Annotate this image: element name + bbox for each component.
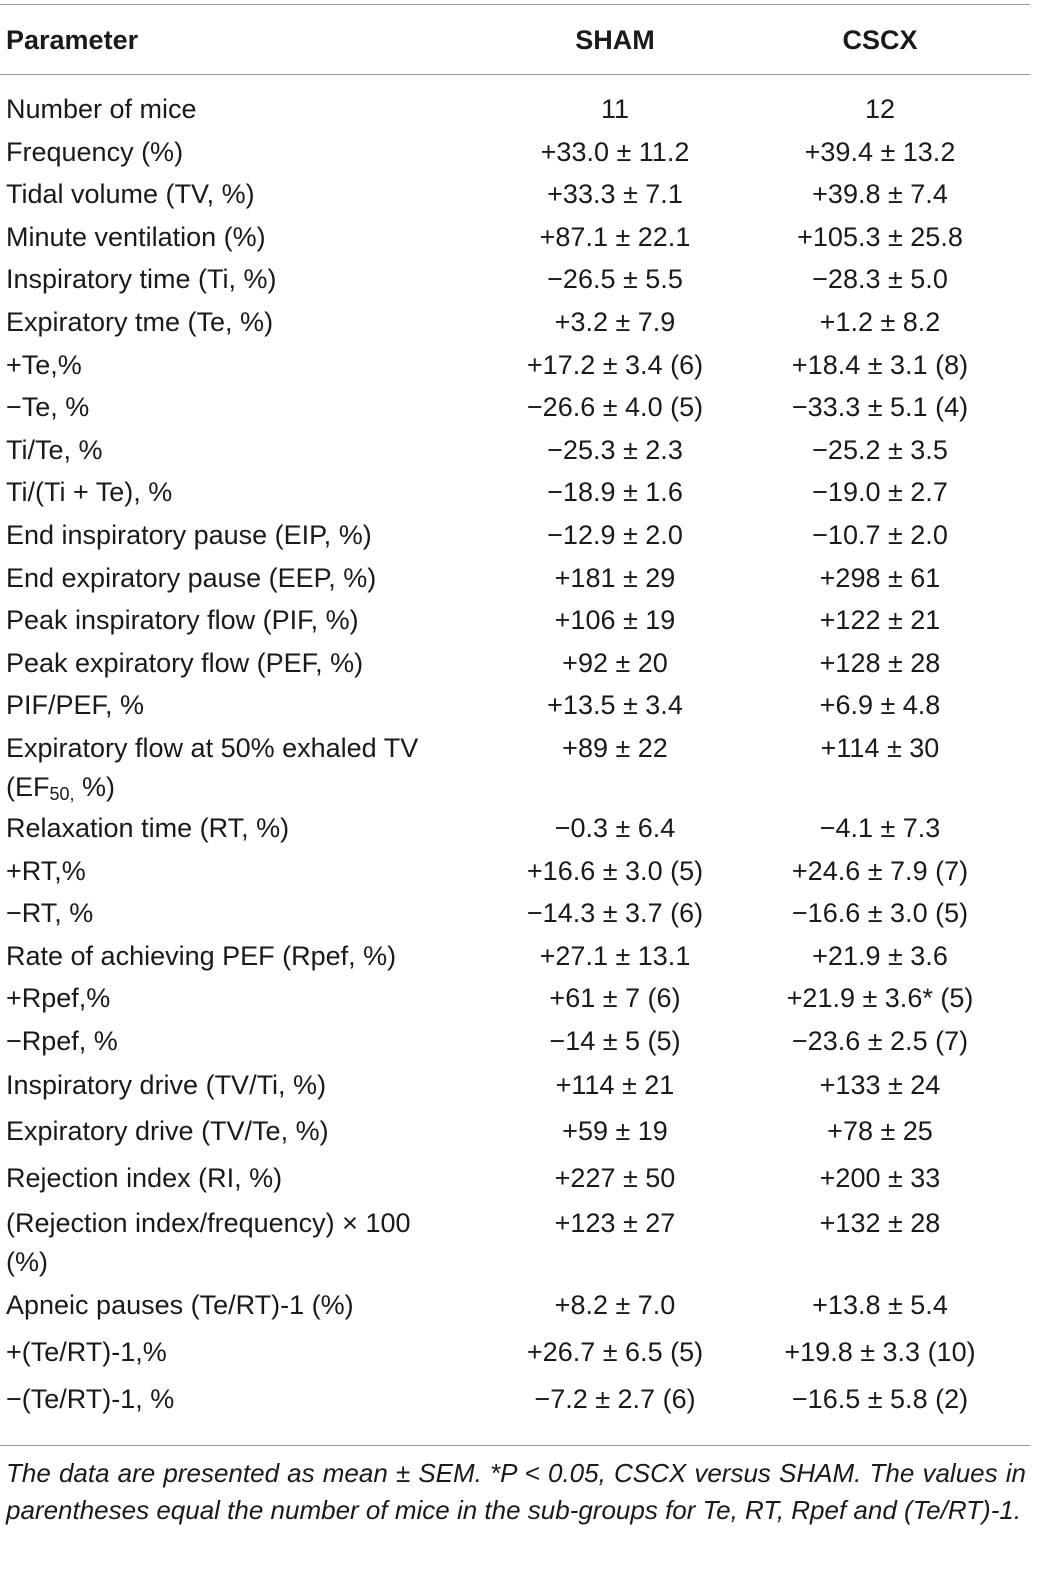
table-row	[0, 88, 1030, 131]
column-header-sham: SHAM	[575, 25, 655, 55]
parameter-cell: +Rpef,%	[6, 983, 111, 1014]
table-row	[0, 1062, 1030, 1108]
table-row	[0, 935, 1030, 978]
parameter-cell	[0, 1202, 460, 1282]
cscx-cell: 12	[864, 94, 896, 124]
cscx-cell: −28.3 ± 5.0	[812, 264, 948, 295]
table-row	[0, 727, 1030, 807]
cscx-cell: +1.2 ± 8.2	[819, 306, 941, 337]
cscx-cell: +128 ± 28	[819, 647, 941, 678]
parameter-cell: +(Te/RT)-1,%	[6, 1337, 167, 1368]
cscx-cell: +39.8 ± 7.4	[812, 179, 948, 210]
parameter-cell: Expiratory drive (TV/Te, %)	[6, 1116, 329, 1147]
sham-cell: +89 ± 22	[562, 732, 668, 763]
sham-cell: +13.5 ± 3.4	[547, 690, 683, 721]
cscx-cell: −19.0 ± 2.7	[812, 477, 948, 508]
parameter-cell: End expiratory pause (EEP, %)	[6, 562, 377, 593]
table-row	[0, 642, 1030, 685]
parameter-line: Expiratory flow at 50% exhaled TV	[6, 732, 419, 763]
cscx-cell: −16.6 ± 3.0 (5)	[791, 898, 969, 929]
table-bottom-rule	[0, 1445, 1030, 1446]
parameter-cell: −Te, %	[6, 392, 90, 423]
sham-cell: +33.3 ± 7.1	[547, 179, 683, 210]
parameter-cell: PIF/PEF, %	[6, 690, 145, 721]
table-row	[0, 850, 1030, 893]
table-row	[0, 1108, 1030, 1155]
sham-cell: −7.2 ± 2.7 (6)	[534, 1384, 696, 1415]
cscx-cell: −33.3 ± 5.1 (4)	[791, 392, 969, 423]
parameter-cell: Relaxation time (RT, %)	[6, 812, 290, 843]
table-row	[0, 1202, 1030, 1282]
sham-cell: +27.1 ± 13.1	[539, 940, 691, 971]
parameter-text: (EF	[6, 771, 50, 802]
parameter-cell: Inspiratory drive (TV/Ti, %)	[6, 1070, 327, 1101]
parameter-cell: Ti/Te, %	[6, 434, 103, 465]
parameter-cell: Expiratory tme (Te, %)	[6, 306, 274, 337]
table-row	[0, 1155, 1030, 1202]
parameter-cell: +Te,%	[6, 349, 82, 380]
cscx-cell: +78 ± 25	[827, 1116, 933, 1147]
sham-cell: +16.6 ± 3.0 (5)	[526, 855, 704, 886]
table-row	[0, 386, 1030, 429]
parameter-cell: Inspiratory time (Ti, %)	[6, 264, 277, 295]
parameter-cell: Minute ventilation (%)	[6, 221, 266, 252]
parameter-cell: −Rpef, %	[6, 1025, 118, 1056]
sham-cell: +123 ± 27	[554, 1208, 676, 1239]
parameter-cell: Ti/(Ti + Te), %	[6, 477, 173, 508]
parameter-cell: +RT,%	[6, 855, 86, 886]
table-row	[0, 471, 1030, 514]
table-row	[0, 1329, 1030, 1376]
sham-cell: +59 ± 19	[562, 1116, 668, 1147]
table-row	[0, 429, 1030, 472]
cscx-cell: +114 ± 30	[820, 732, 940, 763]
parameter-line: (Rejection index/frequency) × 100	[6, 1208, 411, 1239]
sham-cell: +114 ± 21	[555, 1070, 675, 1101]
cscx-cell: +122 ± 21	[819, 605, 941, 636]
table-row	[0, 131, 1030, 174]
parameter-cell: Number of mice	[6, 94, 197, 124]
sham-cell: −26.6 ± 4.0 (5)	[526, 392, 704, 423]
cscx-cell: +105.3 ± 25.8	[797, 221, 963, 252]
table-row	[0, 1020, 1030, 1063]
table-body	[0, 88, 1030, 1423]
sham-cell: +61 ± 7 (6)	[549, 983, 681, 1014]
sham-cell: −14.3 ± 3.7 (6)	[526, 898, 704, 929]
cscx-cell: +18.4 ± 3.1 (8)	[791, 349, 969, 380]
column-header-cscx: CSCX	[842, 25, 918, 55]
sham-cell: +33.0 ± 11.2	[540, 136, 690, 167]
table-row	[0, 892, 1030, 935]
table-row	[0, 807, 1030, 850]
sham-cell: +92 ± 20	[562, 647, 668, 678]
cscx-cell: +21.9 ± 3.6* (5)	[786, 983, 974, 1014]
table-header-rule	[0, 74, 1030, 75]
cscx-cell: −16.5 ± 5.8 (2)	[791, 1384, 969, 1415]
parameter-cell: −(Te/RT)-1, %	[6, 1384, 175, 1415]
parameter-line: (%)	[6, 1247, 48, 1278]
parameter-cell	[0, 727, 460, 807]
parameter-text: %)	[74, 771, 116, 802]
parameter-cell: Rejection index (RI, %)	[6, 1163, 283, 1194]
cscx-cell: +298 ± 61	[819, 562, 941, 593]
cscx-cell: +39.4 ± 13.2	[804, 136, 956, 167]
sham-cell: +227 ± 50	[554, 1163, 676, 1194]
column-header-parameter: Parameter	[6, 25, 139, 55]
sham-cell: −18.9 ± 1.6	[547, 477, 683, 508]
table-row	[0, 216, 1030, 259]
cscx-cell: +21.9 ± 3.6	[812, 940, 948, 971]
sham-cell: 11	[600, 94, 630, 124]
table-row	[0, 344, 1030, 387]
cscx-cell: +6.9 ± 4.8	[819, 690, 941, 721]
parameter-line	[6, 768, 460, 807]
cscx-cell: +200 ± 33	[819, 1163, 941, 1194]
sham-cell: −14 ± 5 (5)	[549, 1025, 681, 1056]
cscx-cell: −10.7 ± 2.0	[812, 519, 948, 550]
cscx-cell: +13.8 ± 5.4	[812, 1290, 948, 1321]
table-row	[0, 258, 1030, 301]
table-row	[0, 1282, 1030, 1329]
table-top-rule	[0, 4, 1030, 5]
table-row	[0, 557, 1030, 600]
table-row	[0, 173, 1030, 216]
cscx-cell: +132 ± 28	[819, 1208, 941, 1239]
sham-cell: +3.2 ± 7.9	[554, 306, 676, 337]
cscx-cell: −4.1 ± 7.3	[819, 812, 941, 843]
cscx-cell: −25.2 ± 3.5	[812, 434, 948, 465]
sham-cell: −12.9 ± 2.0	[547, 519, 683, 550]
table-row	[0, 599, 1030, 642]
table-row	[0, 684, 1030, 727]
table-row	[0, 1376, 1030, 1423]
parameter-cell: Frequency (%)	[6, 136, 184, 167]
parameter-cell: Peak expiratory flow (PEF, %)	[6, 647, 364, 678]
parameter-subscript: 50,	[49, 783, 75, 804]
parameter-cell: Tidal volume (TV, %)	[6, 179, 255, 210]
parameter-cell: Rate of achieving PEF (Rpef, %)	[6, 940, 397, 971]
parameter-cell: −RT, %	[6, 898, 94, 929]
cscx-cell: +133 ± 24	[819, 1070, 941, 1101]
table-footnote: The data are presented as mean ± SEM. *P < 0.05, CSCX versus SHAM. The values in parentheses equal the number of mice in the sub-groups for Te, RT, Rpef and (Te/RT)-1.	[6, 1458, 1026, 1525]
sham-cell: −25.3 ± 2.3	[547, 434, 683, 465]
cscx-cell: −23.6 ± 2.5 (7)	[791, 1025, 969, 1056]
cscx-cell: +24.6 ± 7.9 (7)	[791, 855, 969, 886]
sham-cell: −26.5 ± 5.5	[547, 264, 683, 295]
sham-cell: +8.2 ± 7.0	[554, 1290, 676, 1321]
parameter-cell: Apneic pauses (Te/RT)-1 (%)	[6, 1290, 354, 1321]
sham-cell: −0.3 ± 6.4	[554, 812, 676, 843]
sham-cell: +181 ± 29	[554, 562, 676, 593]
table-row	[0, 514, 1030, 557]
table-row	[0, 301, 1030, 344]
sham-cell: +106 ± 19	[554, 605, 676, 636]
sham-cell: +87.1 ± 22.1	[539, 221, 691, 252]
parameter-cell: End inspiratory pause (EIP, %)	[6, 519, 372, 550]
table-row	[0, 977, 1030, 1020]
sham-cell: +26.7 ± 6.5 (5)	[526, 1337, 704, 1368]
cscx-cell: +19.8 ± 3.3 (10)	[784, 1337, 976, 1368]
parameter-cell: Peak inspiratory flow (PIF, %)	[6, 605, 359, 636]
sham-cell: +17.2 ± 3.4 (6)	[526, 349, 704, 380]
